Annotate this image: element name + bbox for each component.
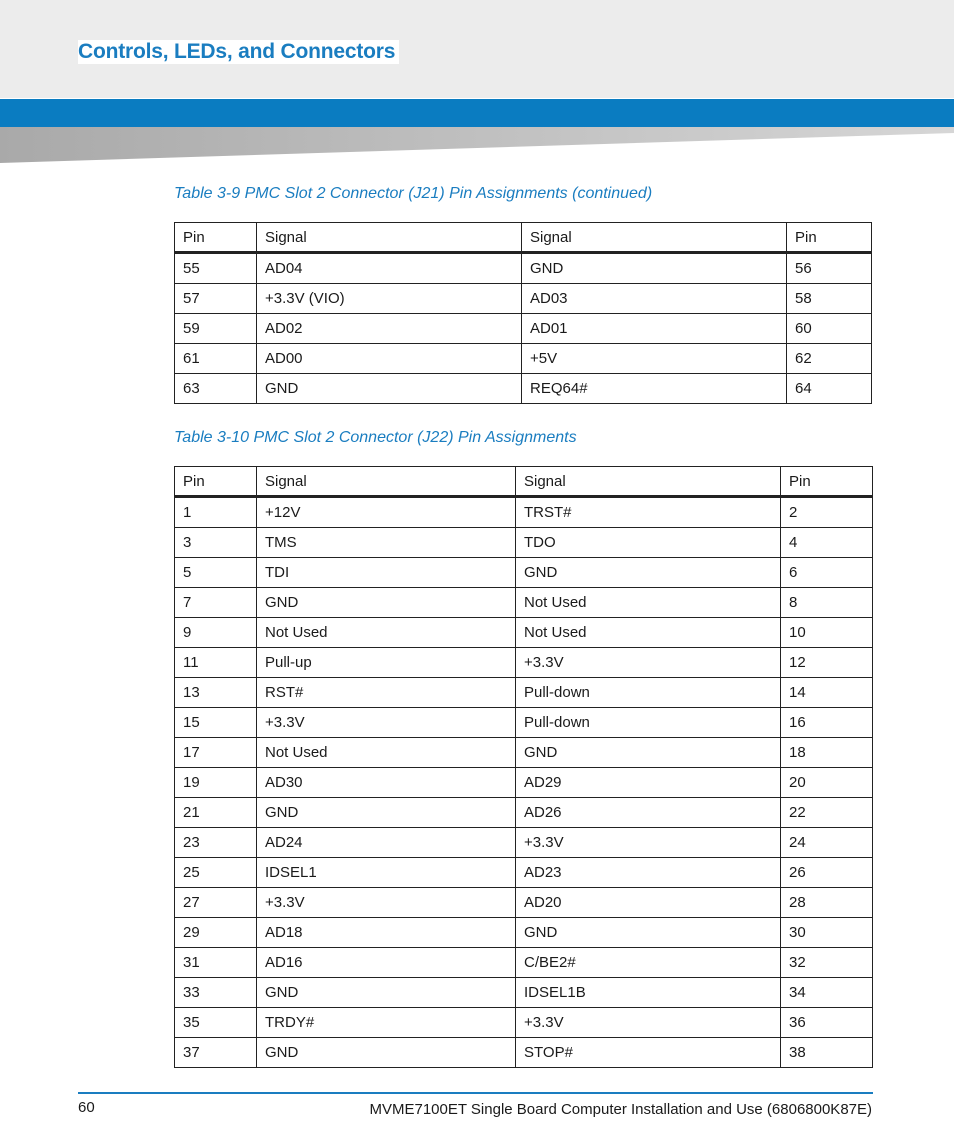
pin-cell: 31	[175, 948, 257, 978]
signal-cell: REQ64#	[522, 374, 787, 404]
signal-cell: AD16	[257, 948, 516, 978]
table-row	[175, 253, 872, 284]
table-row	[175, 768, 873, 798]
signal-cell: AD03	[522, 284, 787, 314]
signal-cell: GND	[257, 374, 522, 404]
signal-cell: AD30	[257, 768, 516, 798]
signal-cell: Not Used	[516, 618, 781, 648]
pin-cell: 22	[781, 798, 873, 828]
signal-cell: AD00	[257, 344, 522, 374]
signal-cell: AD01	[522, 314, 787, 344]
pin-cell: 29	[175, 918, 257, 948]
signal-cell: +12V	[257, 497, 516, 528]
pin-cell: 4	[781, 528, 873, 558]
table-row	[175, 1008, 873, 1038]
signal-cell: +3.3V	[257, 708, 516, 738]
signal-cell: GND	[516, 738, 781, 768]
table1-pin-assignments	[174, 222, 872, 404]
pin-cell: 36	[781, 1008, 873, 1038]
table1-caption: Table 3-9 PMC Slot 2 Connector (J21) Pin Assignments (continued)	[174, 185, 653, 202]
signal-cell: AD23	[516, 858, 781, 888]
table-row	[175, 858, 873, 888]
signal-cell: +3.3V	[516, 1008, 781, 1038]
signal-cell: Pull-down	[516, 708, 781, 738]
pin-cell: 2	[781, 497, 873, 528]
pin-cell: 35	[175, 1008, 257, 1038]
page-title: Controls, LEDs, and Connectors	[78, 40, 399, 64]
signal-cell: AD18	[257, 918, 516, 948]
signal-cell: GND	[257, 798, 516, 828]
pin-cell: 37	[175, 1038, 257, 1068]
pin-cell: 62	[787, 344, 872, 374]
table-row	[175, 978, 873, 1008]
pin-cell: 56	[787, 253, 872, 284]
column-header: Pin	[787, 223, 872, 253]
signal-cell: Pull-down	[516, 678, 781, 708]
table2-caption: Table 3-10 PMC Slot 2 Connector (J22) Pin Assignments	[174, 429, 577, 446]
pin-cell: 15	[175, 708, 257, 738]
table-row	[175, 497, 873, 528]
pin-cell: 20	[781, 768, 873, 798]
table1-header-row	[175, 223, 872, 253]
pin-cell: 10	[781, 618, 873, 648]
pin-cell: 9	[175, 618, 257, 648]
table-row	[175, 948, 873, 978]
document-title: MVME7100ET Single Board Computer Installation and Use (6806800K87E)	[369, 1101, 872, 1118]
table-row	[175, 678, 873, 708]
signal-cell: IDSEL1	[257, 858, 516, 888]
signal-cell: TDI	[257, 558, 516, 588]
table-row	[175, 284, 872, 314]
table-row	[175, 738, 873, 768]
signal-cell: TDO	[516, 528, 781, 558]
signal-cell: Not Used	[257, 618, 516, 648]
pin-cell: 64	[787, 374, 872, 404]
pin-cell: 24	[781, 828, 873, 858]
table-row	[175, 828, 873, 858]
pin-cell: 19	[175, 768, 257, 798]
header-band	[0, 99, 954, 127]
footer-rule	[78, 1092, 873, 1094]
table-row	[175, 618, 873, 648]
table-row	[175, 708, 873, 738]
pin-cell: 61	[175, 344, 257, 374]
signal-cell: GND	[516, 918, 781, 948]
table-row	[175, 888, 873, 918]
pin-cell: 16	[781, 708, 873, 738]
table-row	[175, 558, 873, 588]
signal-cell: Not Used	[257, 738, 516, 768]
column-header: Pin	[175, 223, 257, 253]
signal-cell: Pull-up	[257, 648, 516, 678]
pin-cell: 23	[175, 828, 257, 858]
pin-cell: 30	[781, 918, 873, 948]
signal-cell: AD26	[516, 798, 781, 828]
column-header: Signal	[257, 467, 516, 497]
signal-cell: +3.3V	[516, 828, 781, 858]
pin-cell: 21	[175, 798, 257, 828]
table-row	[175, 1038, 873, 1068]
table-row	[175, 648, 873, 678]
table-row	[175, 374, 872, 404]
signal-cell: +3.3V	[516, 648, 781, 678]
signal-cell: +3.3V	[257, 888, 516, 918]
signal-cell: IDSEL1B	[516, 978, 781, 1008]
pin-cell: 8	[781, 588, 873, 618]
pin-cell: 34	[781, 978, 873, 1008]
signal-cell: GND	[516, 558, 781, 588]
page-number: 60	[78, 1099, 95, 1116]
pin-cell: 59	[175, 314, 257, 344]
pin-cell: 3	[175, 528, 257, 558]
pin-cell: 11	[175, 648, 257, 678]
column-header: Signal	[516, 467, 781, 497]
pin-cell: 17	[175, 738, 257, 768]
signal-cell: TRST#	[516, 497, 781, 528]
pin-cell: 26	[781, 858, 873, 888]
pin-cell: 38	[781, 1038, 873, 1068]
pin-cell: 7	[175, 588, 257, 618]
pin-cell: 5	[175, 558, 257, 588]
header-wedge	[0, 127, 954, 163]
table-row	[175, 314, 872, 344]
signal-cell: GND	[522, 253, 787, 284]
pin-cell: 32	[781, 948, 873, 978]
table-row	[175, 528, 873, 558]
pin-cell: 63	[175, 374, 257, 404]
signal-cell: AD04	[257, 253, 522, 284]
pin-cell: 1	[175, 497, 257, 528]
pin-cell: 25	[175, 858, 257, 888]
pin-cell: 13	[175, 678, 257, 708]
signal-cell: STOP#	[516, 1038, 781, 1068]
pin-cell: 28	[781, 888, 873, 918]
column-header: Pin	[781, 467, 873, 497]
table2-header-row	[175, 467, 873, 497]
pin-cell: 27	[175, 888, 257, 918]
table-row	[175, 588, 873, 618]
signal-cell: GND	[257, 1038, 516, 1068]
signal-cell: +5V	[522, 344, 787, 374]
pin-cell: 60	[787, 314, 872, 344]
pin-cell: 12	[781, 648, 873, 678]
signal-cell: C/BE2#	[516, 948, 781, 978]
signal-cell: AD20	[516, 888, 781, 918]
column-header: Pin	[175, 467, 257, 497]
pin-cell: 58	[787, 284, 872, 314]
signal-cell: GND	[257, 978, 516, 1008]
signal-cell: RST#	[257, 678, 516, 708]
table-row	[175, 798, 873, 828]
pin-cell: 55	[175, 253, 257, 284]
table-row	[175, 344, 872, 374]
table-row	[175, 918, 873, 948]
signal-cell: GND	[257, 588, 516, 618]
pin-cell: 6	[781, 558, 873, 588]
signal-cell: +3.3V (VIO)	[257, 284, 522, 314]
pin-cell: 57	[175, 284, 257, 314]
pin-cell: 18	[781, 738, 873, 768]
table2-pin-assignments	[174, 466, 873, 1068]
signal-cell: TRDY#	[257, 1008, 516, 1038]
signal-cell: AD24	[257, 828, 516, 858]
pin-cell: 14	[781, 678, 873, 708]
column-header: Signal	[257, 223, 522, 253]
pin-cell: 33	[175, 978, 257, 1008]
signal-cell: AD29	[516, 768, 781, 798]
column-header: Signal	[522, 223, 787, 253]
signal-cell: Not Used	[516, 588, 781, 618]
signal-cell: TMS	[257, 528, 516, 558]
signal-cell: AD02	[257, 314, 522, 344]
